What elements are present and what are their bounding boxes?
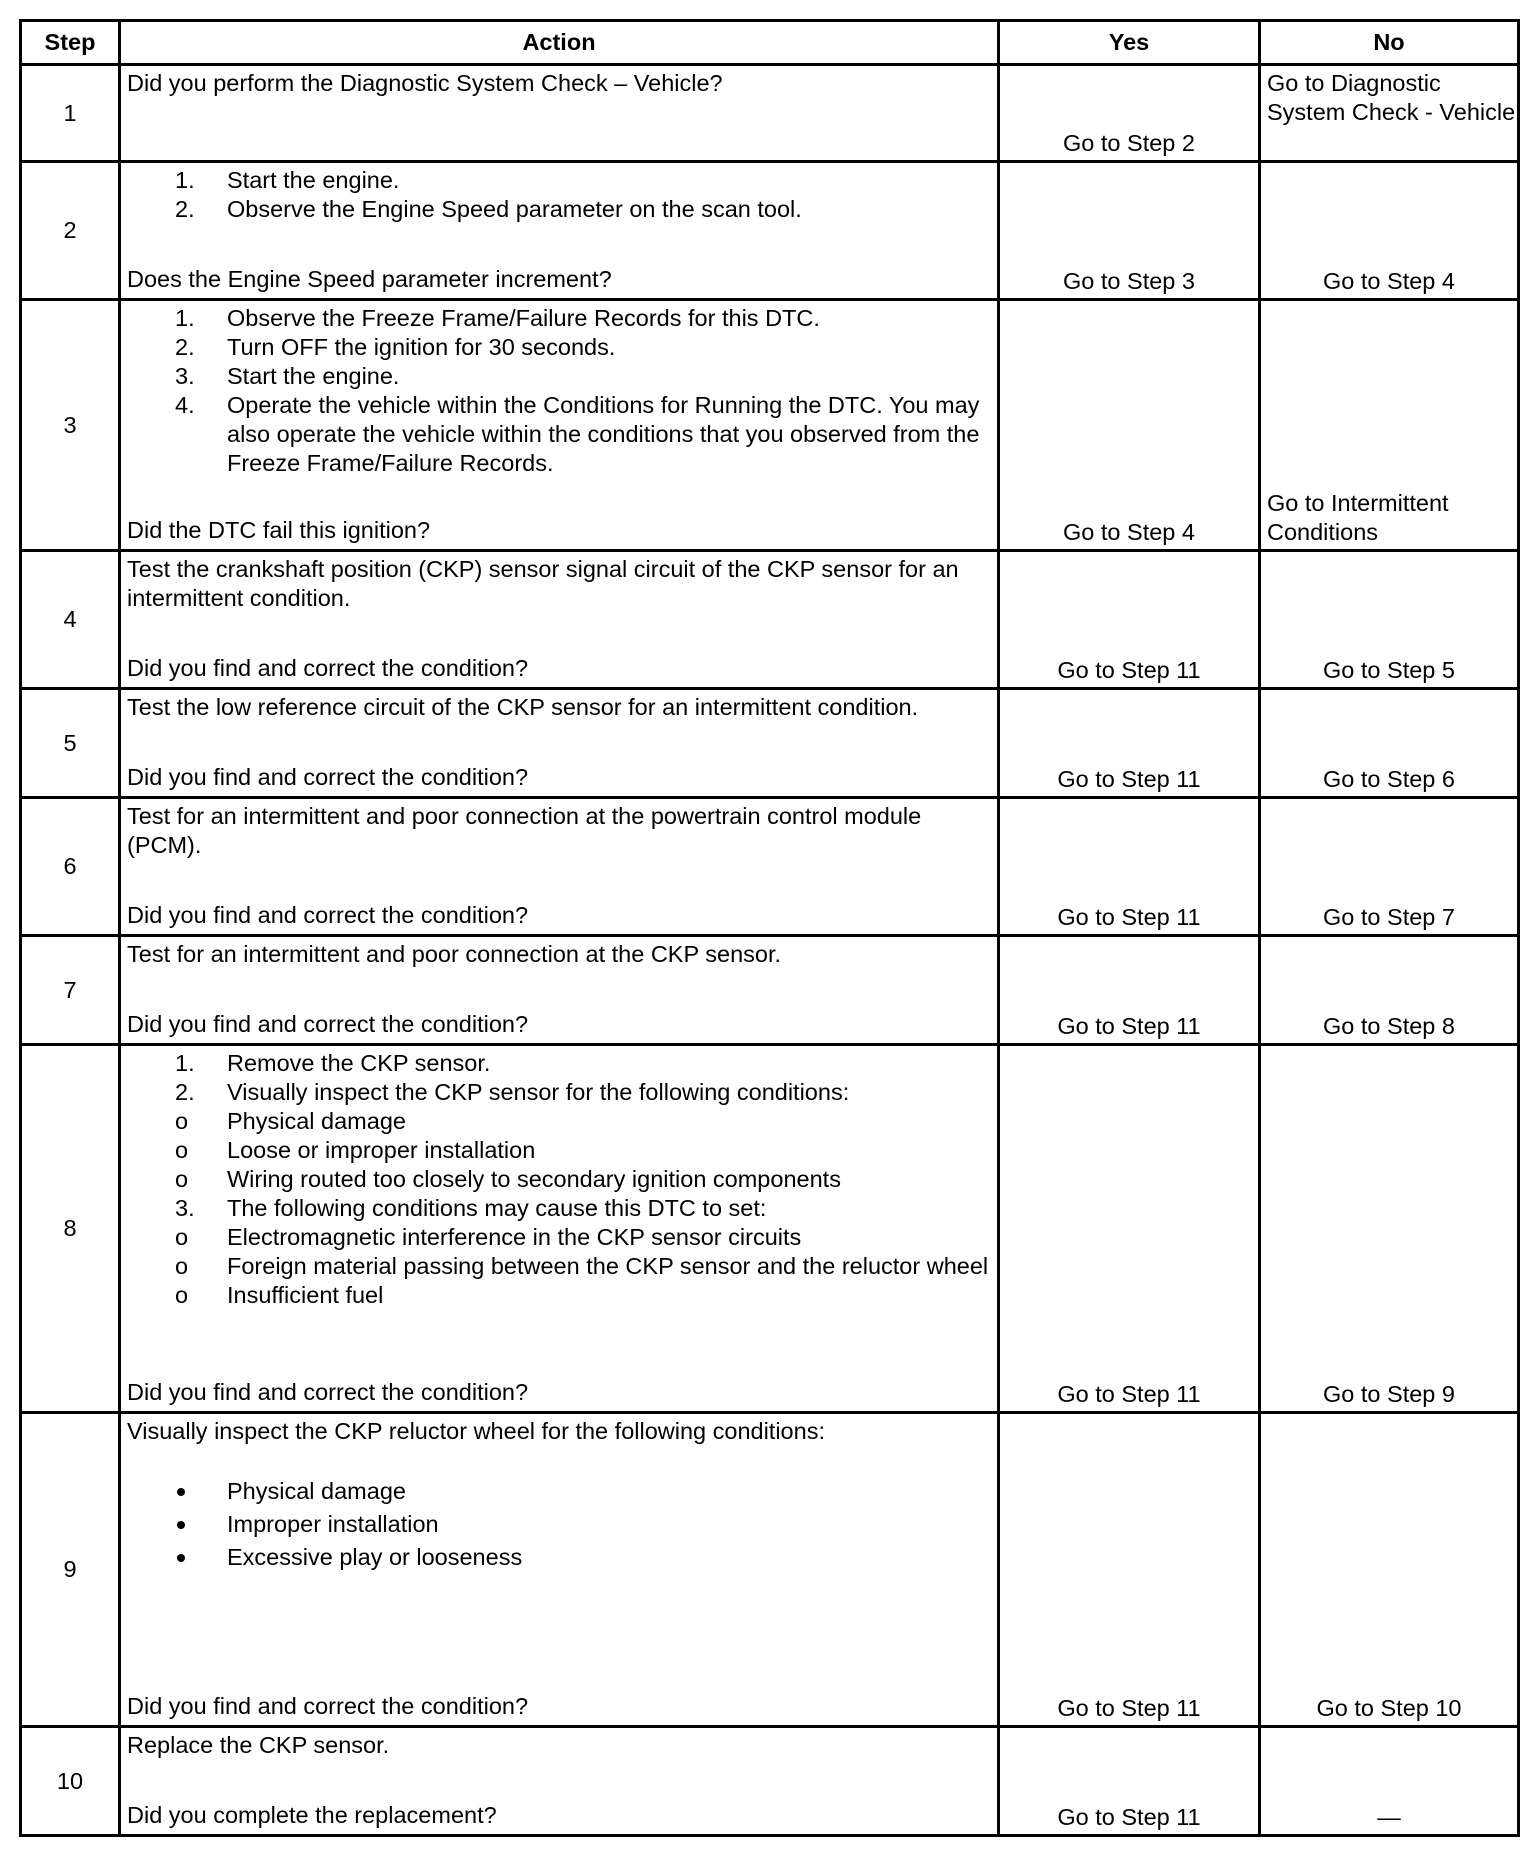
step-number: 1: [21, 65, 120, 162]
list-item: 2. Observe the Engine Speed parameter on the scan tool.: [175, 196, 802, 222]
step-number: 8: [21, 1045, 120, 1413]
no-cell: Go to Step 7: [1260, 798, 1519, 936]
yes-cell: Go to Step 11: [999, 1045, 1260, 1413]
action-question: Did you find and correct the condition?: [127, 1693, 529, 1719]
no-cell: Go to Step 6: [1260, 689, 1519, 798]
yes-cell: Go to Step 11: [999, 689, 1260, 798]
table-row: [21, 798, 1519, 936]
table-row: [21, 300, 1519, 551]
table-row: [21, 162, 1519, 300]
table-row: [21, 936, 1519, 1045]
action-cell: [120, 936, 999, 1045]
action-text: Did you perform the Diagnostic System Check – Vehicle?: [127, 70, 723, 96]
action-question: Did the DTC fail this ignition?: [127, 517, 431, 543]
action-text: Replace the CKP sensor.: [127, 1732, 390, 1758]
list-item: o Foreign material passing between the CKP sensor and the reluctor wheel: [175, 1253, 989, 1279]
table-row: [21, 689, 1519, 798]
no-cell: Go to Step 4: [1260, 162, 1519, 300]
no-cell: Go to Step 5: [1260, 551, 1519, 689]
action-cell: [120, 65, 999, 162]
action-question: Did you find and correct the condition?: [127, 655, 529, 681]
step-number: 2: [21, 162, 120, 300]
yes-cell: Go to Step 3: [999, 162, 1260, 300]
header-action: Action: [120, 21, 999, 65]
action-question: Did you find and correct the condition?: [127, 1011, 529, 1037]
action-cell: [120, 551, 999, 689]
list-item: 2. Visually inspect the CKP sensor for the following conditions: o Physical damage o Loose or improper installation o Wiring routed too closely to secondary ignition components: [127, 1078, 989, 1194]
list-item: Excessive play or looseness: [127, 1541, 989, 1574]
action-question: Did you find and correct the condition?: [127, 1379, 529, 1405]
no-cell: Go to Intermittent Conditions: [1260, 300, 1519, 551]
yes-cell: Go to Step 11: [999, 1413, 1260, 1727]
action-cell: [120, 1727, 999, 1836]
no-cell: Go to Step 10: [1260, 1413, 1519, 1727]
no-cell: Go to Step 9: [1260, 1045, 1519, 1413]
list-item: o Loose or improper installation: [175, 1137, 536, 1163]
table-row: [21, 65, 1519, 162]
action-cell: [120, 162, 999, 300]
list-item: 3. The following conditions may cause this DTC to set: o Electromagnetic interference in the CKP sensor circuits o Foreign material passing between the CKP sensor and the reluctor wheel o Insufficient fuel: [127, 1194, 989, 1310]
list-item: 4. Operate the vehicle within the Conditions for Running the DTC. You may also operate the vehicle within the conditions that you observed from the Freeze Frame/Failure Records.: [175, 392, 980, 476]
sub-list: [175, 1223, 989, 1310]
action-text: Visually inspect the CKP reluctor wheel for the following conditions:: [127, 1418, 825, 1444]
step-number: 10: [21, 1727, 120, 1836]
step-number: 9: [21, 1413, 120, 1727]
action-question: Did you find and correct the condition?: [127, 764, 529, 790]
step-number: 3: [21, 300, 120, 551]
step-number: 6: [21, 798, 120, 936]
yes-cell: Go to Step 11: [999, 1727, 1260, 1836]
list-item: 1. Remove the CKP sensor.: [175, 1050, 491, 1076]
yes-cell: Go to Step 11: [999, 551, 1260, 689]
no-cell: Go to Step 8: [1260, 936, 1519, 1045]
spacer: [127, 1446, 989, 1475]
action-cell: [120, 1413, 999, 1727]
list-item: o Insufficient fuel: [175, 1282, 384, 1308]
diagnostic-table: [19, 19, 1520, 1837]
list-item: 3. Start the engine.: [175, 363, 400, 389]
table-row: [21, 1045, 1519, 1413]
action-cell: [120, 798, 999, 936]
action-steps: [127, 1049, 989, 1310]
yes-cell: Go to Step 4: [999, 300, 1260, 551]
list-item: o Physical damage: [175, 1108, 406, 1134]
table-row: [21, 1413, 1519, 1727]
step-number: 5: [21, 689, 120, 798]
list-item: Physical damage: [127, 1475, 989, 1508]
yes-cell: Go to Step 2: [999, 65, 1260, 162]
action-cell: [120, 1045, 999, 1413]
action-text: Test the low reference circuit of the CKP sensor for an intermittent condition.: [127, 694, 919, 720]
list-item: 1. Observe the Freeze Frame/Failure Records for this DTC.: [175, 305, 820, 331]
list-item: Improper installation: [127, 1508, 989, 1541]
action-cell: [120, 300, 999, 551]
yes-cell: Go to Step 11: [999, 798, 1260, 936]
action-question: Did you find and correct the condition?: [127, 902, 529, 928]
no-cell: —: [1260, 1727, 1519, 1836]
action-cell: [120, 689, 999, 798]
bullet-list: [127, 1475, 989, 1574]
step-number: 7: [21, 936, 120, 1045]
action-question: Did you complete the replacement?: [127, 1802, 497, 1828]
action-text: Test the crankshaft position (CKP) sensor signal circuit of the CKP sensor for an intermittent condition.: [127, 556, 959, 611]
step-number: 4: [21, 551, 120, 689]
header-row: [21, 21, 1519, 65]
table-row: [21, 551, 1519, 689]
action-steps: [127, 304, 989, 478]
yes-cell: Go to Step 11: [999, 936, 1260, 1045]
header-step: Step: [21, 21, 120, 65]
list-item: 2. Turn OFF the ignition for 30 seconds.: [175, 334, 616, 360]
list-item: o Wiring routed too closely to secondary ignition components: [175, 1166, 841, 1192]
no-cell: Go to Diagnostic System Check - Vehicle: [1260, 65, 1519, 162]
list-item: o Electromagnetic interference in the CKP sensor circuits: [175, 1224, 802, 1250]
header-yes: Yes: [999, 21, 1260, 65]
action-text: Test for an intermittent and poor connection at the CKP sensor.: [127, 941, 782, 967]
header-no: No: [1260, 21, 1519, 65]
action-question: Does the Engine Speed parameter increment?: [127, 266, 612, 292]
table-row: [21, 1727, 1519, 1836]
action-text: Test for an intermittent and poor connection at the powertrain control module (PCM).: [127, 803, 922, 858]
action-steps: [127, 166, 989, 224]
sub-list: [175, 1107, 989, 1194]
list-item: 1. Start the engine.: [175, 167, 400, 193]
